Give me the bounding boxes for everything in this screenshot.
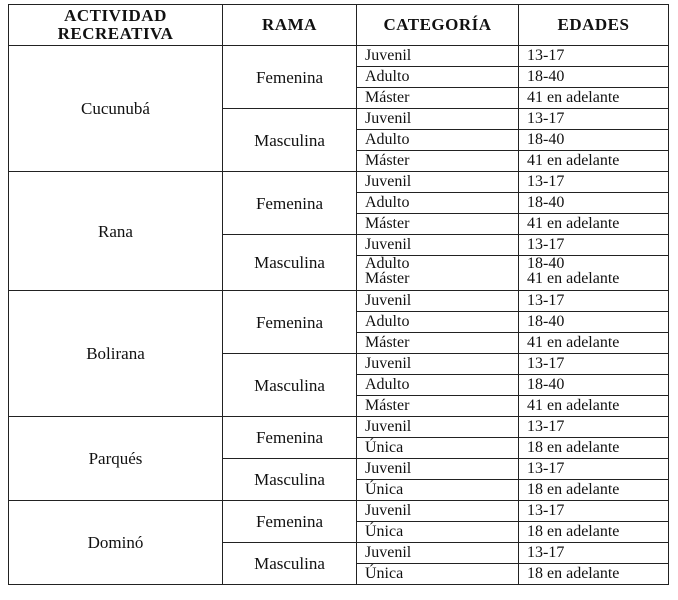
categoria-cell [357, 438, 519, 459]
header-actividad-line1: ACTIVIDAD [64, 6, 167, 25]
edades-cell [519, 291, 669, 312]
categoria-cell [357, 130, 519, 151]
edades-text: 13-17 [527, 236, 565, 253]
categoria-text: Juvenil [365, 544, 412, 561]
categoria-cell [357, 256, 519, 291]
rama-cell: Femenina [223, 46, 357, 109]
edades-cell [519, 459, 669, 480]
edades-cell [519, 46, 669, 67]
edades-text: 18 en adelante [527, 481, 620, 498]
categoria-text: Juvenil [365, 418, 412, 435]
categoria-text: Juvenil [365, 110, 412, 127]
categoria-text: Juvenil [365, 502, 412, 519]
edades-text: 18-40 [527, 68, 565, 85]
edades-cell [519, 417, 669, 438]
edades-cell [519, 151, 669, 172]
table-row [9, 501, 669, 522]
edades-text: 13-17 [527, 544, 565, 561]
categoria-cell [357, 564, 519, 585]
edades-cell [519, 256, 669, 291]
edades-text-2: 41 en adelante [527, 270, 620, 287]
edades-cell [519, 438, 669, 459]
rama-cell: Femenina [223, 291, 357, 354]
edades-text: 18-40 [527, 255, 565, 272]
categoria-text: Máster [365, 334, 410, 351]
edades-text: 13-17 [527, 292, 565, 309]
header-actividad-line2: RECREATIVA [57, 24, 174, 43]
table-row [9, 291, 669, 312]
categoria-cell [357, 354, 519, 375]
edades-text: 41 en adelante [527, 215, 620, 232]
table-row [9, 417, 669, 438]
categoria-text: Juvenil [365, 236, 412, 253]
table-body [9, 46, 669, 585]
edades-cell [519, 214, 669, 235]
categoria-text: Juvenil [365, 355, 412, 372]
edades-cell [519, 396, 669, 417]
categoria-text: Máster [365, 89, 410, 106]
header-rama: RAMA [223, 5, 357, 46]
rama-cell: Masculina [223, 543, 357, 585]
categoria-cell [357, 480, 519, 501]
categoria-text: Máster [365, 152, 410, 169]
edades-text: 13-17 [527, 355, 565, 372]
categoria-text: Juvenil [365, 460, 412, 477]
categoria-text: Adulto [365, 131, 410, 148]
edades-text: 13-17 [527, 502, 565, 519]
categoria-text: Adulto [365, 255, 410, 272]
categoria-text: Única [365, 565, 404, 582]
rama-cell: Masculina [223, 459, 357, 501]
edades-cell [519, 67, 669, 88]
edades-cell [519, 543, 669, 564]
edades-cell [519, 564, 669, 585]
categoria-cell [357, 312, 519, 333]
edades-cell [519, 172, 669, 193]
edades-text: 18-40 [527, 131, 565, 148]
categoria-cell [357, 459, 519, 480]
edades-text: 18-40 [527, 194, 565, 211]
categoria-text: Única [365, 439, 404, 456]
categoria-text: Adulto [365, 313, 410, 330]
categoria-cell [357, 375, 519, 396]
table-row [9, 46, 669, 67]
categoria-cell [357, 172, 519, 193]
categoria-cell [357, 46, 519, 67]
edades-text: 13-17 [527, 173, 565, 190]
categoria-text: Adulto [365, 194, 410, 211]
categoria-cell [357, 417, 519, 438]
activity-name-cell: Bolirana [9, 291, 223, 417]
categoria-cell [357, 214, 519, 235]
categoria-text: Única [365, 523, 404, 540]
rama-cell: Femenina [223, 501, 357, 543]
header-edades: EDADES [519, 5, 669, 46]
edades-text: 41 en adelante [527, 334, 620, 351]
categoria-text: Juvenil [365, 292, 412, 309]
edades-text: 13-17 [527, 110, 565, 127]
edades-text: 18 en adelante [527, 565, 620, 582]
categoria-cell [357, 333, 519, 354]
categoria-text-2: Máster [365, 270, 410, 287]
rama-cell: Masculina [223, 354, 357, 417]
header-categoria: CATEGORÍA [357, 5, 519, 46]
edades-cell [519, 480, 669, 501]
edades-text: 13-17 [527, 47, 565, 64]
rama-cell: Femenina [223, 172, 357, 235]
categoria-text: Única [365, 481, 404, 498]
activities-table [8, 4, 669, 585]
edades-cell [519, 375, 669, 396]
categoria-text: Adulto [365, 376, 410, 393]
edades-text: 18 en adelante [527, 523, 620, 540]
edades-cell [519, 501, 669, 522]
edades-text: 18-40 [527, 313, 565, 330]
categoria-cell [357, 109, 519, 130]
categoria-text: Máster [365, 215, 410, 232]
categoria-cell [357, 193, 519, 214]
categoria-cell [357, 396, 519, 417]
edades-text: 18 en adelante [527, 439, 620, 456]
activity-name-cell: Cucunubá [9, 46, 223, 172]
rama-cell: Masculina [223, 109, 357, 172]
rama-cell: Masculina [223, 235, 357, 291]
table-header [9, 5, 669, 46]
edades-text: 41 en adelante [527, 89, 620, 106]
rama-cell: Femenina [223, 417, 357, 459]
categoria-cell [357, 522, 519, 543]
categoria-cell [357, 501, 519, 522]
categoria-text: Máster [365, 397, 410, 414]
edades-text: 13-17 [527, 460, 565, 477]
edades-cell [519, 109, 669, 130]
header-row [9, 5, 669, 46]
edades-cell [519, 333, 669, 354]
edades-cell [519, 130, 669, 151]
edades-cell [519, 354, 669, 375]
categoria-cell [357, 543, 519, 564]
categoria-text: Juvenil [365, 47, 412, 64]
edades-cell [519, 193, 669, 214]
activity-name-cell: Parqués [9, 417, 223, 501]
edades-text: 13-17 [527, 418, 565, 435]
table-row [9, 172, 669, 193]
edades-text: 41 en adelante [527, 152, 620, 169]
edades-cell [519, 235, 669, 256]
header-actividad [9, 5, 223, 46]
edades-text: 18-40 [527, 376, 565, 393]
edades-text: 41 en adelante [527, 397, 620, 414]
edades-cell [519, 88, 669, 109]
categoria-cell [357, 88, 519, 109]
categoria-cell [357, 151, 519, 172]
edades-cell [519, 312, 669, 333]
categoria-cell [357, 235, 519, 256]
categoria-cell [357, 291, 519, 312]
activity-name-cell: Rana [9, 172, 223, 291]
categoria-cell [357, 67, 519, 88]
categoria-text: Juvenil [365, 173, 412, 190]
categoria-text: Adulto [365, 68, 410, 85]
activity-name-cell: Dominó [9, 501, 223, 585]
edades-cell [519, 522, 669, 543]
